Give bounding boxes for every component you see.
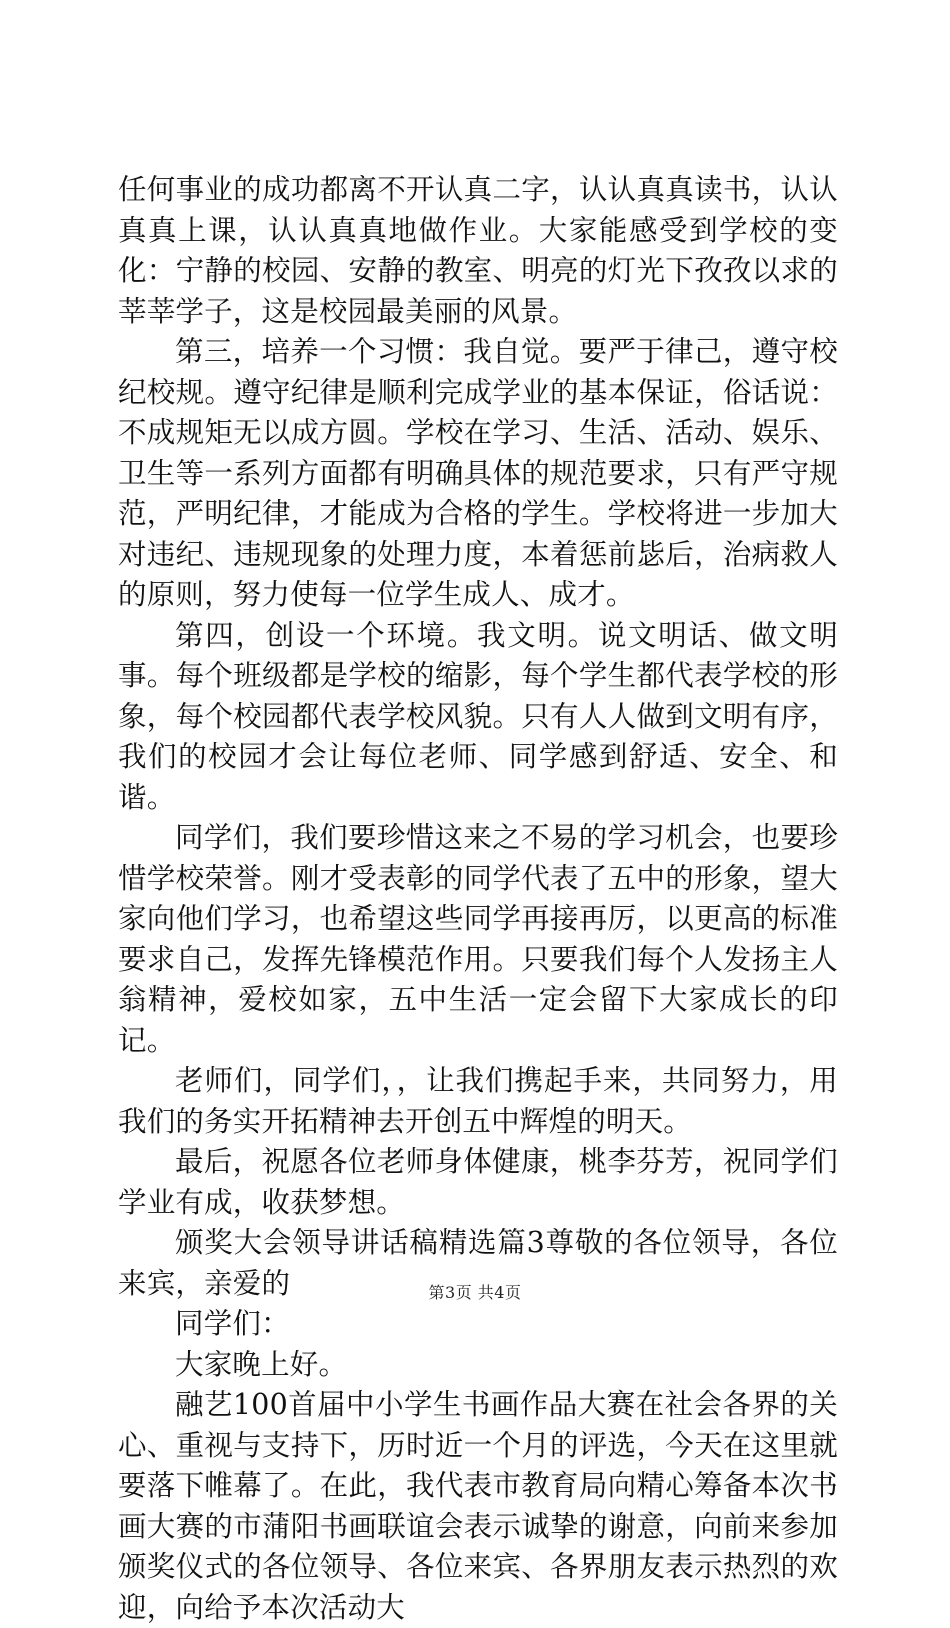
paragraph-closing-wishes: 最后，祝愿各位老师身体健康，桃李芬芳，祝同学们学业有成，收获梦想。 — [118, 1145, 838, 1219]
paragraph-third-point: 第三，培养一个习惯：我自觉。要严于律己，遵守校纪校规。遵守纪律是顺利完成学业的基本保证，俗话说：不成规矩无以成方圆。学校在学习、生活、活动、娱乐、卫生等一系列方面都有明确具体的规范要求，只有严守规范，严明纪律，才能成为合格的学生。学校将进一步加大对违纪、违规现象的处理力度，本着惩前毖后，治病救人的原则，努力使每一位学生成人、成才。 — [118, 335, 838, 611]
document-body — [118, 170, 838, 1628]
paragraph-students-honor: 同学们，我们要珍惜这来之不易的学习机会，也要珍惜学校荣誉。刚才受表彰的同学代表了五中的形象，望大家向他们学习，也希望这些同学再接再厉，以更高的标准要求自己，发挥先锋模范作用。只要我们每个人发扬主人翁精神，爱校如家，五中生活一定会留下大家成长的印记。 — [118, 821, 838, 1057]
paragraph-section-title: 颁奖大会领导讲话稿精选篇3尊敬的各位领导，各位来宾，亲爱的 — [118, 1226, 838, 1300]
paragraph-greeting: 大家晚上好。 — [175, 1347, 348, 1381]
paragraph-salutation: 同学们： — [175, 1307, 290, 1340]
paragraph-continuation: 任何事业的成功都离不开认真二字，认认真真读书，认认真真上课，认认真真地做作业。大家能感受到学校的变化：宁静的校园、安静的教室、明亮的灯光下孜孜以求的莘莘学子，这是校园最美丽的风景。 — [118, 173, 838, 328]
paragraph-contest-intro: 融艺100首届中小学生书画作品大赛在社会各界的关心、重视与支持下，历时近一个月的评选，今天在这里就要落下帷幕了。在此，我代表市教育局向精心筹备本次书画大赛的市蒲阳书画联谊会表示诚挚的谢意，向前来参加颁奖仪式的各位领导、各位来宾、各界朋友表示热烈的欢迎，向给予本次活动大 — [118, 1388, 838, 1624]
paragraph-fourth-point: 第四，创设一个环境。我文明。说文明话、做文明事。每个班级都是学校的缩影，每个学生都代表学校的形象，每个校园都代表学校风貌。只有人人做到文明有序，我们的校园才会让每位老师、同学感到舒适、安全、和谐。 — [118, 618, 838, 814]
paragraph-call-to-action: 老师们，同学们，，让我们携起手来，共同努力，用我们的务实开拓精神去开创五中辉煌的明天。 — [118, 1064, 838, 1138]
page-number-footer: 第3页 共4页 — [428, 1283, 522, 1302]
